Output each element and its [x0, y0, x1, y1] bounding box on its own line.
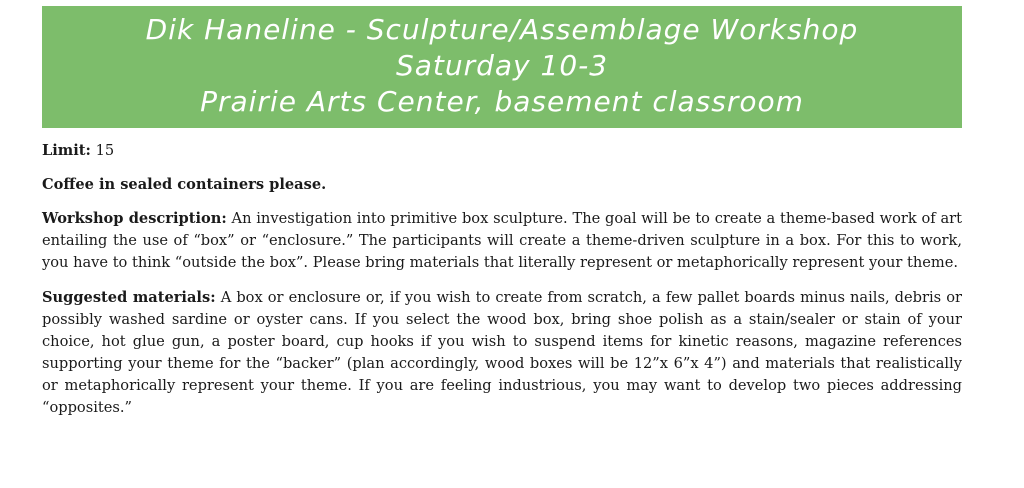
header-banner: [42, 6, 962, 128]
limit-label: Limit:: [42, 142, 91, 159]
limit-line: [42, 140, 962, 162]
description-text: An investigation into primitive box sculpture. The goal will be to create a theme-based work of art entailing the use of “box” or “enclosure.” The participants will create a theme-driven sculpture in a box. For this to work, you have to think “outside the box”. Please bring materials that literally represent or metaphorically represent your theme.: [42, 210, 962, 271]
materials-label: Suggested materials:: [42, 289, 216, 306]
description-label: Workshop description:: [42, 210, 227, 227]
materials-text: A box or enclosure or, if you wish to create from scratch, a few pallet boards minus nails, debris or possibly washed sardine or oyster cans. If you select the wood box, bring shoe polish as a stain/sealer or stain of your choice, hot glue gun, a poster board, cup hooks if you wish to suspend items for kinetic reasons, magazine references supporting your theme for the “backer” (plan accordingly, wood boxes will be 12”x 6”x 4”) and materials that realistically or metaphorically represent your theme. If you are feeling industrious, you may want to develop two pieces addressing “opposites.”: [42, 289, 962, 416]
workshop-description: [42, 208, 962, 274]
workshop-title: Dik Haneline - Sculpture/Assemblage Workshop: [145, 13, 859, 46]
workshop-schedule: Saturday 10-3: [395, 49, 609, 82]
coffee-note-text: Coffee in sealed containers please.: [42, 176, 327, 193]
coffee-note: [42, 174, 962, 196]
document-body: [42, 140, 962, 431]
suggested-materials: [42, 287, 962, 419]
limit-value: 15: [95, 142, 115, 159]
workshop-location: Prairie Arts Center, basement classroom: [200, 85, 804, 118]
